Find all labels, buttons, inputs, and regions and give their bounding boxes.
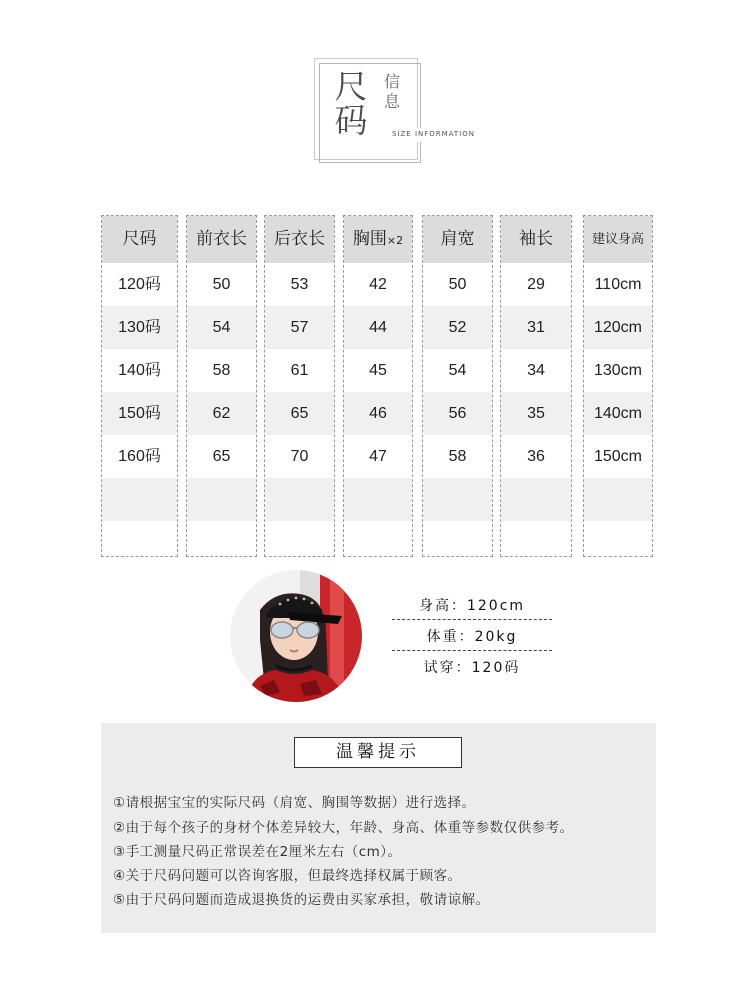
tip-item: ⑤由于尺码问题而造成退换货的运费由买家承担，敬请谅解。 <box>113 892 490 908</box>
model-photo <box>230 570 362 702</box>
table-cell: 45 <box>369 362 387 379</box>
table-column <box>500 215 572 557</box>
column-header: 建议身高 <box>584 216 652 263</box>
table-cell: 52 <box>423 306 492 349</box>
title-main: 尺码 <box>334 67 368 140</box>
table-cell: 140cm <box>584 392 652 435</box>
table-cell-empty <box>344 478 412 521</box>
table-cell: 34 <box>527 362 545 379</box>
table-cell: 36 <box>527 448 545 465</box>
column-header: 后衣长 <box>265 216 334 263</box>
table-cell: 58 <box>448 448 467 465</box>
column-header: 尺码 <box>102 216 177 263</box>
table-cell: 120码 <box>118 276 161 293</box>
column-header: 胸围×2 <box>344 216 412 263</box>
table-cell: 31 <box>501 306 571 349</box>
tips-panel <box>101 723 656 933</box>
title-english: SIZE INFORMATION <box>392 130 476 138</box>
table-cell-empty <box>265 478 334 521</box>
table-cell-empty <box>584 478 652 521</box>
table-cell: 50 <box>212 276 231 293</box>
table-cell-empty <box>423 478 492 521</box>
table-cell: 50 <box>448 276 467 293</box>
table-cell: 70 <box>290 448 309 465</box>
table-cell-empty <box>102 478 177 521</box>
table-cell-empty <box>501 478 571 521</box>
table-cell: 44 <box>344 306 412 349</box>
table-cell: 46 <box>344 392 412 435</box>
table-cell: 29 <box>527 276 545 293</box>
table-column <box>343 215 413 557</box>
tip-item: ④关于尺码问题可以咨询客服，但最终选择权属于顾客。 <box>113 868 462 884</box>
table-cell: 42 <box>369 276 387 293</box>
tip-item: ②由于每个孩子的身材个体差异较大，年龄、身高、体重等参数仅供参考。 <box>113 820 574 836</box>
tip-item: ③手工测量尺码正常误差在2厘米左右（cm）。 <box>113 844 402 860</box>
table-cell: 56 <box>423 392 492 435</box>
table-column <box>101 215 178 557</box>
table-cell: 57 <box>265 306 334 349</box>
table-cell: 58 <box>212 362 231 379</box>
model-weight: 体重：20kg <box>392 624 552 651</box>
table-cell: 150cm <box>593 448 643 465</box>
tip-item: ①请根据宝宝的实际尺码（肩宽、胸围等数据）进行选择。 <box>113 795 476 811</box>
table-cell: 130码 <box>102 306 177 349</box>
table-cell: 47 <box>369 448 387 465</box>
table-cell: 160码 <box>118 448 161 465</box>
model-photo-illustration <box>230 570 362 702</box>
title-side: 信息 <box>383 72 400 111</box>
table-cell: 110cm <box>594 276 642 293</box>
table-cell: 130cm <box>593 362 643 379</box>
table-column <box>264 215 335 557</box>
table-cell: 35 <box>501 392 571 435</box>
table-cell: 54 <box>448 362 467 379</box>
table-cell: 65 <box>212 448 231 465</box>
table-cell: 53 <box>290 276 309 293</box>
model-height: 身高：120cm <box>392 593 552 620</box>
table-cell: 140码 <box>118 362 161 379</box>
table-cell: 150码 <box>102 392 177 435</box>
table-cell: 54 <box>187 306 256 349</box>
table-cell: 62 <box>187 392 256 435</box>
column-header: 前衣长 <box>187 216 256 263</box>
table-cell: 65 <box>265 392 334 435</box>
column-header: 肩宽 <box>423 216 492 263</box>
table-cell: 61 <box>290 362 309 379</box>
table-column <box>422 215 493 557</box>
column-header: 袖长 <box>501 216 571 263</box>
table-cell-empty <box>187 478 256 521</box>
table-column <box>186 215 257 557</box>
model-fit-size: 试穿：120码 <box>423 660 521 676</box>
table-cell: 120cm <box>584 306 652 349</box>
table-column <box>583 215 653 557</box>
tips-title: 温馨提示 <box>294 737 462 768</box>
